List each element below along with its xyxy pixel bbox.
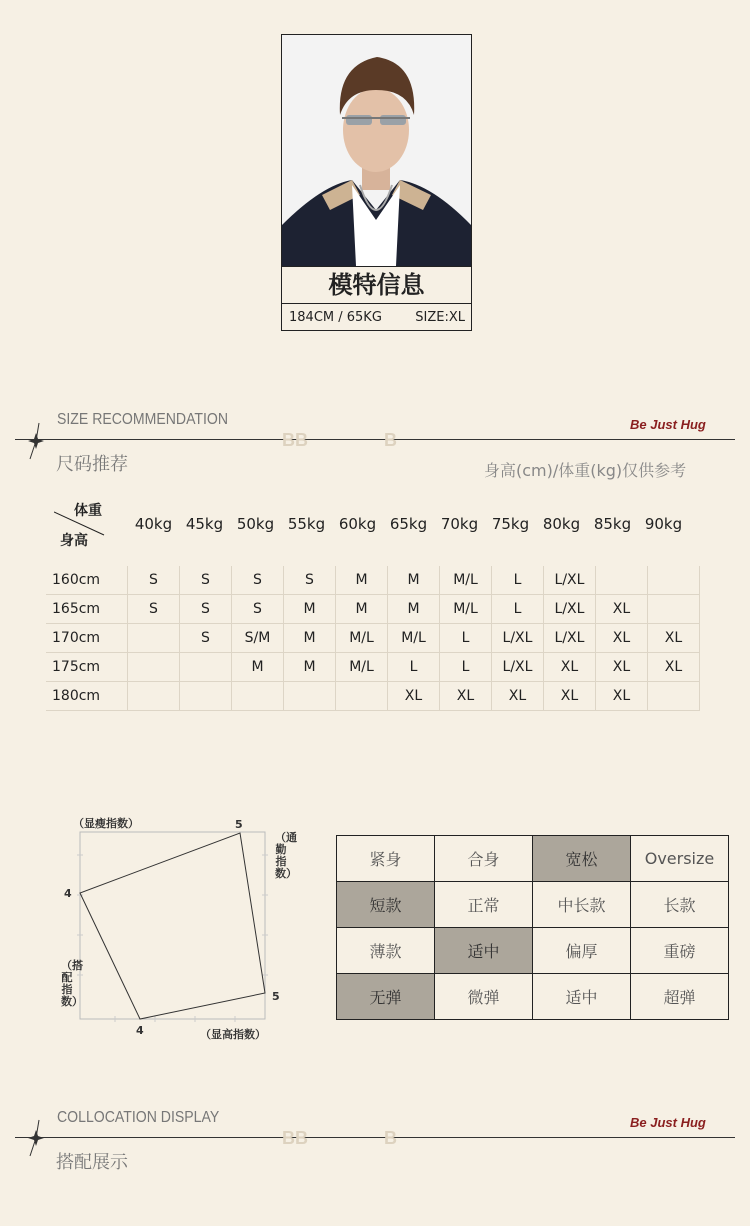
index-polygon: [80, 833, 265, 1019]
attribute-cell: 偏厚: [533, 928, 631, 974]
weight-header: 60kg: [338, 515, 377, 533]
weight-header: 90kg: [644, 515, 683, 533]
size-cell: M/L: [336, 624, 388, 653]
size-cell: XL: [492, 682, 544, 711]
watermark-logo-2: B: [384, 430, 397, 450]
attribute-cell: 合身: [435, 836, 533, 882]
attribute-cell: 适中: [533, 974, 631, 1020]
size-section-title-en: SIZE RECOMMENDATION: [57, 411, 229, 428]
top-index-label: （显瘦指数）: [73, 817, 139, 830]
attribute-row: [337, 882, 729, 928]
collocation-title-en: COLLOCATION DISPLAY: [57, 1109, 220, 1126]
size-cell: M/L: [388, 624, 440, 653]
size-cell: S: [232, 566, 284, 595]
size-cell: [596, 566, 648, 595]
size-cell: M: [284, 624, 336, 653]
size-cell: [648, 566, 700, 595]
size-cell: M: [232, 653, 284, 682]
size-cell: M: [284, 595, 336, 624]
size-cell: [128, 682, 180, 711]
weight-header-row: [128, 515, 689, 533]
bottom-index-label: （显高指数）: [200, 1028, 266, 1041]
size-cell: S: [284, 566, 336, 595]
size-cell: M: [336, 566, 388, 595]
bottom-index-value: 4: [136, 1024, 144, 1037]
size-cell: XL: [596, 653, 648, 682]
size-cell: XL: [544, 682, 596, 711]
attribute-cell: 中长款: [533, 882, 631, 928]
size-cell: S/M: [232, 624, 284, 653]
model-size: SIZE:XL: [415, 310, 465, 325]
section-divider: [15, 1137, 735, 1138]
size-cell: M: [336, 595, 388, 624]
size-cell: XL: [440, 682, 492, 711]
left-index-label: （搭配指数）: [61, 959, 83, 1008]
model-info-card: [281, 34, 472, 331]
size-cell: [232, 682, 284, 711]
weight-header: 55kg: [287, 515, 326, 533]
size-cell: S: [180, 566, 232, 595]
right-index-value: 5: [272, 990, 280, 1003]
size-cell: [180, 682, 232, 711]
attribute-cell-selected: 适中: [435, 928, 533, 974]
weight-header: 45kg: [185, 515, 224, 533]
attribute-cell: 薄款: [337, 928, 435, 974]
brand-logo: Be Just Hug: [630, 1115, 706, 1130]
height-label: 165cm: [46, 595, 128, 624]
size-cell: S: [180, 595, 232, 624]
attribute-cell-selected: 无弹: [337, 974, 435, 1020]
size-cell: XL: [596, 595, 648, 624]
size-row: [46, 595, 700, 624]
height-label: 180cm: [46, 682, 128, 711]
size-cell: [336, 682, 388, 711]
size-cell: [284, 682, 336, 711]
size-cell: L/XL: [544, 595, 596, 624]
size-cell: XL: [544, 653, 596, 682]
size-cell: XL: [596, 682, 648, 711]
corner-height-label: 身高: [60, 533, 88, 549]
left-index-value: 4: [64, 887, 72, 900]
height-label: 160cm: [46, 566, 128, 595]
attribute-cell: 长款: [631, 882, 729, 928]
weight-header: 50kg: [236, 515, 275, 533]
size-cell: L/XL: [492, 624, 544, 653]
size-section-title-cn: 尺码推荐: [56, 454, 128, 475]
size-cell: L/XL: [544, 566, 596, 595]
top-index-value: 5: [235, 818, 243, 831]
size-cell: M: [388, 566, 440, 595]
weight-header: 65kg: [389, 515, 428, 533]
weight-header: 40kg: [134, 515, 173, 533]
chart-frame: [80, 832, 265, 1019]
size-cell: M: [388, 595, 440, 624]
section-divider: [15, 439, 735, 440]
attribute-cell: 微弹: [435, 974, 533, 1020]
attribute-grid: [336, 835, 729, 1020]
attribute-row: [337, 974, 729, 1020]
size-cell: [180, 653, 232, 682]
size-row: [46, 653, 700, 682]
model-info-title: 模特信息: [282, 267, 471, 304]
size-cell: [648, 682, 700, 711]
size-cell: L: [440, 653, 492, 682]
size-cell: M: [284, 653, 336, 682]
right-index-label: （通勤指数）: [275, 831, 297, 880]
size-row: [46, 624, 700, 653]
size-cell: XL: [388, 682, 440, 711]
attribute-cell-selected: 宽松: [533, 836, 631, 882]
attribute-cell: 紧身: [337, 836, 435, 882]
size-cell: L: [492, 595, 544, 624]
size-cell: S: [128, 566, 180, 595]
attribute-row: [337, 928, 729, 974]
size-note: 身高(cm)/体重(kg)仅供参考: [484, 461, 687, 480]
weight-header: 85kg: [593, 515, 632, 533]
size-cell: M/L: [336, 653, 388, 682]
sparkle-icon: [14, 415, 54, 465]
size-cell: L/XL: [492, 653, 544, 682]
attribute-cell: 超弹: [631, 974, 729, 1020]
watermark-logo: BB: [282, 1128, 308, 1148]
size-row: [46, 566, 700, 595]
attribute-cell-selected: 短款: [337, 882, 435, 928]
attribute-cell: 重磅: [631, 928, 729, 974]
size-cell: M/L: [440, 595, 492, 624]
brand-logo: Be Just Hug: [630, 417, 706, 432]
weight-header: 80kg: [542, 515, 581, 533]
height-label: 170cm: [46, 624, 128, 653]
size-cell: S: [128, 595, 180, 624]
size-cell: S: [180, 624, 232, 653]
size-cell: L: [388, 653, 440, 682]
size-row: [46, 682, 700, 711]
collocation-title-cn: 搭配展示: [56, 1152, 128, 1173]
weight-header: 70kg: [440, 515, 479, 533]
attribute-cell: 正常: [435, 882, 533, 928]
size-cell: L/XL: [544, 624, 596, 653]
size-table: [46, 566, 700, 711]
attribute-row: [337, 836, 729, 882]
model-measurements: 184CM / 65KG: [289, 310, 382, 325]
watermark-logo-2: B: [384, 1128, 397, 1148]
attribute-cell: Oversize: [631, 836, 729, 882]
size-cell: L: [440, 624, 492, 653]
size-cell: S: [232, 595, 284, 624]
size-cell: XL: [596, 624, 648, 653]
size-cell: XL: [648, 624, 700, 653]
corner-weight-label: 体重: [74, 503, 102, 519]
watermark-logo: BB: [282, 430, 308, 450]
size-cell: L: [492, 566, 544, 595]
size-cell: [128, 624, 180, 653]
size-cell: M/L: [440, 566, 492, 595]
size-cell: XL: [648, 653, 700, 682]
size-cell: [128, 653, 180, 682]
height-label: 175cm: [46, 653, 128, 682]
size-cell: [648, 595, 700, 624]
model-photo: [282, 35, 471, 267]
weight-header: 75kg: [491, 515, 530, 533]
